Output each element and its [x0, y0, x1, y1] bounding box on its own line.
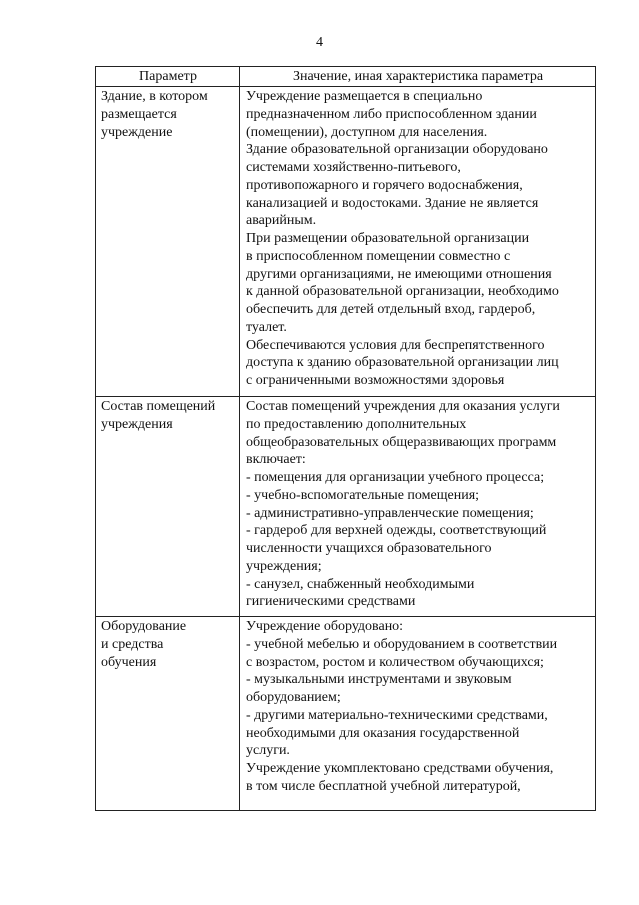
value-line: - учебно-вспомогательные помещения;	[246, 487, 480, 503]
value-line: - музыкальными инструментами и звуковым	[246, 672, 512, 688]
column-header-value: Значение, иная характеристика параметра	[240, 67, 596, 87]
parameter-name-line: учреждение	[101, 124, 173, 140]
value-line: с возрастом, ростом и количеством обучающихся;	[246, 654, 544, 670]
value-line: аварийным.	[246, 213, 317, 229]
value-line: другими организациями, не имеющими отношения	[246, 266, 552, 282]
value-line: - помещения для организации учебного процесса;	[246, 470, 545, 485]
parameters-table	[95, 66, 596, 811]
value-line: туалет.	[246, 319, 287, 335]
parameter-name-line: и средства	[101, 636, 164, 652]
value-line: Учреждение размещается в специально	[246, 89, 483, 104]
value-line: Состав помещений учреждения для оказания услуги	[246, 399, 560, 414]
value-line: учреждения;	[246, 558, 322, 574]
value-line: - другими материально-техническими средствами,	[246, 707, 548, 723]
value-line: услуги.	[246, 743, 290, 759]
parameter-name-cell	[96, 617, 240, 811]
value-line: в том числе бесплатной учебной литературой,	[246, 778, 521, 794]
page-number: 4	[316, 35, 323, 50]
parameter-name-line: обучения	[101, 654, 157, 670]
value-line: системами хозяйственно-питьевого,	[246, 160, 461, 175]
value-line: численности учащихся образовательного	[246, 541, 492, 556]
value-line: включает:	[246, 452, 306, 468]
value-line: оборудованием;	[246, 690, 341, 705]
parameter-name-line: Состав помещений	[101, 399, 216, 414]
value-line: предназначенном либо приспособленном здании	[246, 106, 537, 122]
parameter-value-cell	[240, 87, 596, 397]
parameter-name-line: Здание, в котором	[101, 89, 208, 104]
value-line: в приспособленном помещении совместно с	[246, 248, 511, 264]
parameter-name-cell	[96, 397, 240, 617]
value-line: канализацией и водостоками. Здание не является	[246, 195, 539, 211]
parameter-name-line: размещается	[101, 106, 177, 122]
value-line: Обеспечиваются условия для беспрепятственного	[246, 337, 545, 353]
value-line: с ограниченными возможностями здоровья	[246, 373, 505, 388]
value-line: - гардероб для верхней одежды, соответствующий	[246, 523, 547, 539]
value-line: противопожарного и горячего водоснабжения,	[246, 177, 523, 193]
value-line: (помещении), доступном для населения.	[246, 124, 488, 140]
table-header-row	[96, 67, 596, 87]
parameter-name-cell	[96, 87, 240, 397]
parameter-name-line: Оборудование	[101, 619, 187, 634]
value-line: Учреждение оборудовано:	[246, 619, 404, 634]
parameter-value-cell	[240, 397, 596, 617]
column-header-parameter: Параметр	[96, 67, 240, 87]
parameter-value-cell	[240, 617, 596, 811]
value-line: гигиеническими средствами	[246, 594, 416, 610]
value-line: Здание образовательной организации оборудовано	[246, 142, 548, 158]
parameter-name-line: учреждения	[101, 416, 173, 432]
value-line: к данной образовательной организации, необходимо	[246, 284, 559, 300]
value-line: Учреждение укомплектовано средствами обучения,	[246, 761, 554, 776]
value-line: по предоставлению дополнительных	[246, 416, 467, 432]
value-line: - санузел, снабженный необходимыми	[246, 576, 475, 592]
value-line: - административно-управленческие помещения;	[246, 505, 534, 521]
value-line: необходимыми для оказания государственной	[246, 725, 520, 741]
table-row	[96, 617, 596, 811]
value-line: доступа к зданию образовательной организации лиц	[246, 355, 559, 371]
table-row	[96, 397, 596, 617]
value-line: обеспечить для детей отдельный вход, гардероб,	[246, 302, 536, 317]
table-row	[96, 87, 596, 397]
value-line: общеобразовательных общеразвивающих программ	[246, 434, 557, 450]
value-line: - учебной мебелью и оборудованием в соответствии	[246, 636, 558, 652]
value-line: При размещении образовательной организации	[246, 231, 530, 246]
